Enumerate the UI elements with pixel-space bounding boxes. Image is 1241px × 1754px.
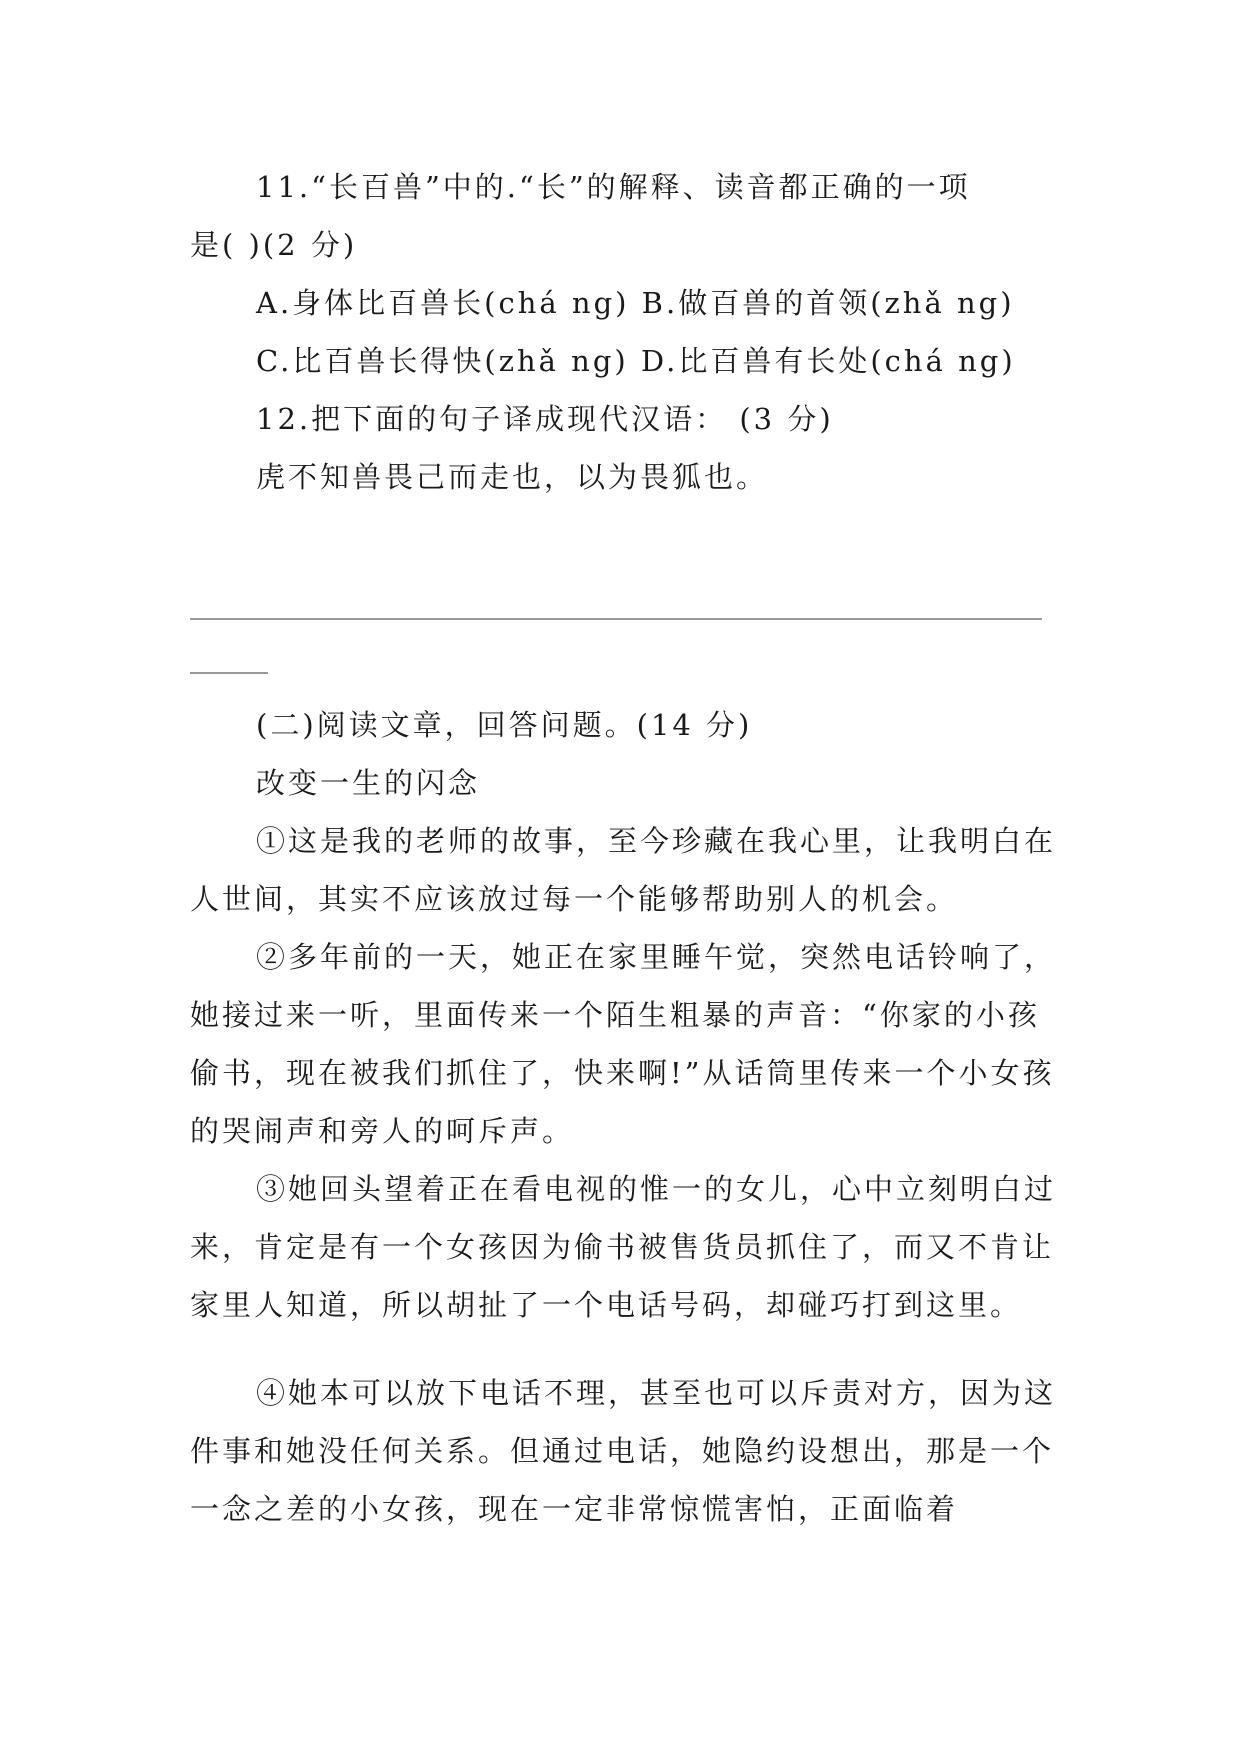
article-paragraph-3: ③她回头望着正在看电视的惟一的女儿，心中立刻明白过来，肯定是有一个女孩因为偷书被售货员抓住了，而又不肯让家里人知道，所以胡扯了一个电话号码，却碰巧打到这里。 — [190, 1172, 1057, 1322]
q11-stem-line2: 是( )(2 分) — [190, 228, 358, 262]
section2-heading: (二)阅读文章，回答问题。(14 分) — [256, 708, 753, 742]
q11-stem-line1: 11.“长百兽”中的.“长”的解释、读音都正确的一项 — [256, 170, 971, 204]
article-paragraph-2: ②多年前的一天，她正在家里睡午觉，突然电话铃响了，她接过来一听，里面传来一个陌生粗暴的声音：“你家的小孩偷书，现在被我们抓住了，快来啊!”从话筒里传来一个小女孩的哭闹声和旁人的呵斥声。 — [190, 940, 1057, 1148]
q12-sentence: 虎不知兽畏己而走也，以为畏狐也。 — [256, 460, 769, 494]
article-title: 改变一生的闪念 — [256, 766, 481, 800]
q11-stem — [190, 158, 1060, 274]
article-paragraph-4: ④她本可以放下电话不理，甚至也可以斥责对方，因为这件事和她没任何关系。但通过电话，她隐约设想出，那是一个一念之差的小女孩，现在一定非常惊慌害怕，正面临着 — [190, 1376, 1057, 1526]
document-body — [190, 158, 1060, 1538]
answer-line — [190, 618, 1042, 620]
q11-options-2: C.比百兽长得快(zhǎ ng) D.比百兽有长处(chá ng) — [256, 344, 1016, 378]
q11-options-1: A.身体比百兽长(chá ng) B.做百兽的首领(zhǎ ng) — [256, 286, 1015, 320]
q12-stem: 12.把下面的句子译成现代汉语： (3 分) — [256, 402, 834, 436]
answer-line-continued — [190, 672, 268, 674]
article-paragraph-1: ①这是我的老师的故事，至今珍藏在我心里，让我明白在人世间，其实不应该放过每一个能够帮助别人的机会。 — [190, 824, 1057, 916]
